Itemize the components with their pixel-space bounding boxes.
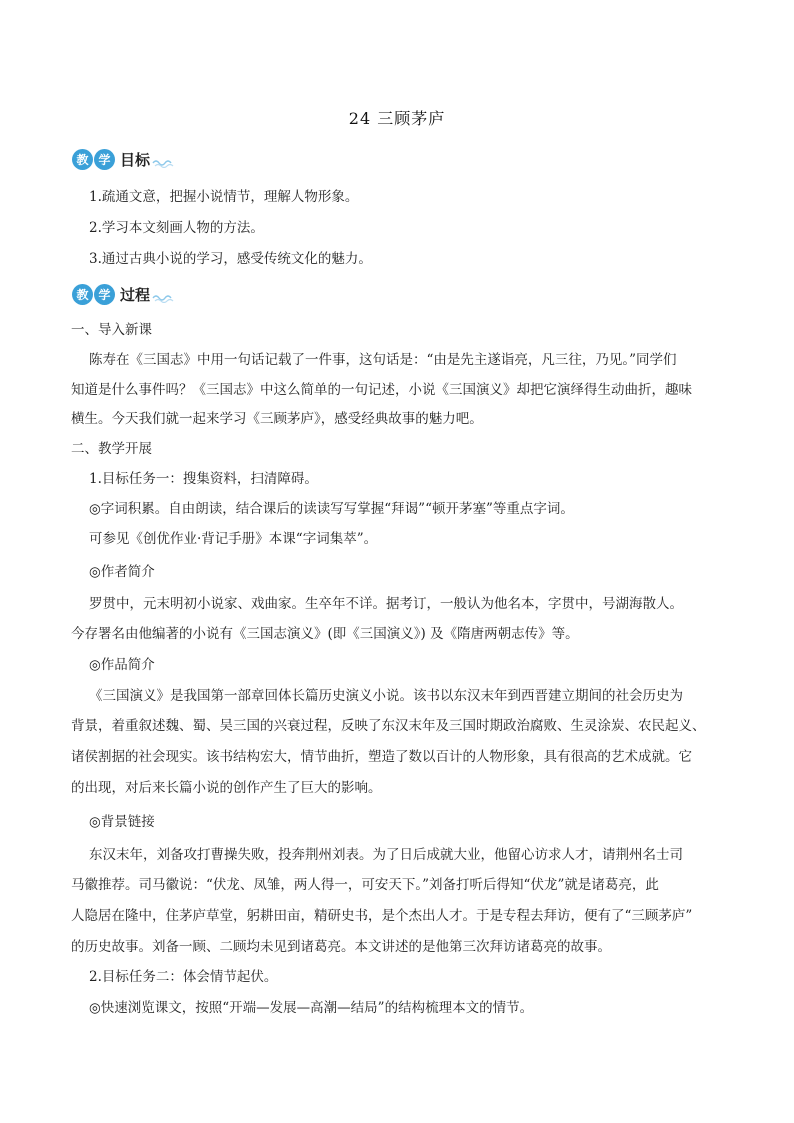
section-badge-char: 教 (72, 149, 93, 170)
goal-item: 3.通过古典小说的学习，感受传统文化的魅力。 (89, 251, 372, 267)
paragraph-line: 陈寿在《三国志》中用一句话记载了一件事，这句话是：“由是先主遂诣亮，凡三往，乃见。”同学们 (89, 352, 677, 368)
section-title: 目标 (120, 150, 151, 169)
subheading-work: ◎作品简介 (89, 657, 155, 673)
goal-item: 1.疏通文意，把握小说情节，理解人物形象。 (89, 189, 359, 205)
paragraph-line: ◎快速浏览课文，按照“开端—发展—高潮—结局”的结构梳理本文的情节。 (89, 1000, 534, 1016)
section-header-goals (72, 147, 174, 171)
lesson-title: 24 三顾茅庐 (348, 109, 446, 128)
goal-item: 2.学习本文刻画人物的方法。 (89, 220, 264, 236)
paragraph-line: 可参见《创优作业·背记手册》本课“字词集萃”。 (89, 531, 378, 547)
paragraph-line: 今存署名由他编著的小说有《三国志演义》(即《三国演义》) 及《隋唐两朝志传》等。 (71, 626, 579, 642)
paragraph-line: 诸侯割据的社会现实。该书结构宏大，情节曲折，塑造了数以百计的人物形象，具有很高的艺术成就。它 (71, 749, 692, 765)
paragraph-line: 人隐居在隆中，住茅庐草堂，躬耕田亩，精研史书，是个杰出人才。于是专程去拜访，便有了“三顾茅庐” (71, 908, 693, 924)
heading-intro: 一、导入新课 (71, 322, 152, 338)
paragraph-line: 马徽推荐。司马徽说：“伏龙、凤雏，两人得一，可安天下。”刘备打听后得知“伏龙”就是诸葛亮，此 (71, 877, 659, 893)
paragraph-line: 横生。今天我们就一起来学习《三顾茅庐》，感受经典故事的魅力吧。 (71, 411, 483, 427)
paragraph-line: 罗贯中，元末明初小说家、戏曲家。生卒年不详。据考订，一般认为他名本，字贯中，号湖海散人。 (89, 596, 683, 612)
subheading-background: ◎背景链接 (89, 814, 155, 830)
wave-decoration-icon (152, 158, 174, 168)
paragraph-line: 的历史故事。刘备一顾、二顾均未见到诸葛亮。本文讲述的是他第三次拜访诸葛亮的故事。 (71, 939, 611, 955)
paragraph-line: 知道是什么事件吗？《三国志》中这么简单的一句记述，小说《三国演义》却把它演绎得生动曲折，趣味 (71, 382, 692, 398)
section-title: 过程 (120, 285, 151, 304)
task-heading: 2.目标任务二：体会情节起伏。 (89, 969, 278, 985)
section-badge-char: 学 (94, 284, 115, 305)
task-heading: 1.目标任务一：搜集资料，扫清障碍。 (89, 471, 318, 487)
heading-teaching: 二、教学开展 (71, 441, 152, 457)
section-badge-char: 教 (72, 284, 93, 305)
paragraph-line: 《三国演义》是我国第一部章回体长篇历史演义小说。该书以东汉末年到西晋建立期间的社会历史为 (89, 688, 683, 704)
paragraph-line: ◎字词积累。自由朗读，结合课后的读读写写掌握“拜谒”“顿开茅塞”等重点字词。 (89, 501, 574, 517)
subheading-author: ◎作者简介 (89, 564, 155, 580)
paragraph-line: 的出现，对后来长篇小说的创作产生了巨大的影响。 (71, 780, 382, 796)
paragraph-line: 背景，着重叙述魏、蜀、吴三国的兴衰过程，反映了东汉末年及三国时期政治腐败、生灵涂炭、农民起义、 (71, 718, 706, 734)
paragraph-line: 东汉末年，刘备攻打曹操失败，投奔荆州刘表。为了日后成就大业，他留心访求人才，请荆州名士司 (89, 847, 683, 863)
section-badge-char: 学 (94, 149, 115, 170)
wave-decoration-icon (152, 293, 174, 303)
section-header-process (72, 282, 174, 306)
